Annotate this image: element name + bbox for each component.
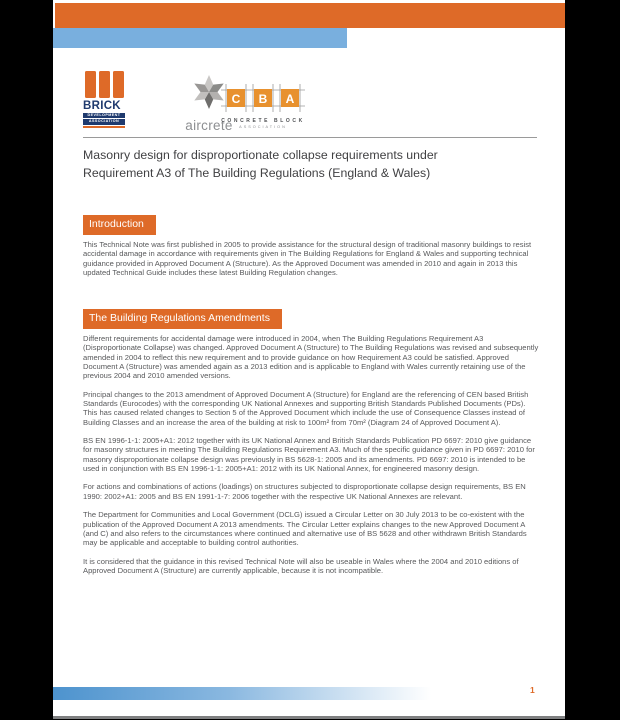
cba-letter-b: B bbox=[258, 92, 268, 106]
paragraph: Different requirements for accidental damage were introduced in 2004, when The Building Regulations Requirement A3 (Disproportionate Collapse) was changed. Approved Document A (Structure) to The Building Regulations was revised and subsequently amended in 2004 to reflect this new requirement and to provide guidance on how Requirement A3 could be satisfied. Approved Document A (Structure) was amended again as a 2013 edition and is applicable to England with Wales currently retaining use of the previous 2004 and 2010 amended versions. bbox=[83, 334, 539, 381]
cba-logo-line1: CONCRETE BLOCK bbox=[221, 118, 305, 124]
cba-letter-c: C bbox=[231, 92, 241, 106]
paragraph: The Department for Communities and Local Government (DCLG) issued a Circular Letter on 30 July 2013 to be co-existent with the publication of the Approved Document A 2013 amendments. The Circular Letter explains changes to the new Approved Document A (and C) and also refers to the circumstances where continued and alternative use of BS 5628 and other withdrawn British Standards may be applicable and acceptable to building control authorities. bbox=[83, 510, 527, 548]
paragraph: This Technical Note was first published in 2005 to provide assistance for the structural design of traditional masonry buildings to resist accidental damage in accordance with requirements given in The Building Regulations for England & Wales and supporting technical guidance provided in Approved Document A (Structure). As the Approved Document was amended in 2010 and again in 2013 this updated Technical Guide includes these latest Building Regulation changes. bbox=[83, 240, 532, 278]
paragraph: For actions and combinations of actions (loadings) on structures subjected to disproportionate collapse design requirements, BS EN 1990: 2002+A1: 2005 and BS EN 1991-1-7: 2006 together with the respective UK National Annexes are relevant. bbox=[83, 482, 526, 501]
document-title: Masonry design for disproportionate collapse requirements under Requirement A3 of The Building Regulations (England & Wales) bbox=[83, 148, 438, 180]
brick-logo-line2: ASSOCIATION bbox=[83, 119, 125, 125]
aircrete-logo-name: aircrete bbox=[185, 118, 233, 133]
page-number: 1 bbox=[530, 685, 535, 695]
concrete-block-association-logo bbox=[213, 84, 313, 129]
cba-grid-icon bbox=[221, 84, 305, 112]
brick-bars-icon bbox=[85, 71, 124, 98]
section-heading-introduction: Introduction bbox=[83, 215, 156, 235]
cba-logo-line2: ASSOCIATION bbox=[239, 125, 287, 129]
header-blue-band bbox=[53, 28, 347, 48]
brick-development-association-logo bbox=[83, 71, 125, 128]
cba-letter-a: A bbox=[285, 92, 295, 106]
document-page bbox=[53, 0, 565, 716]
header-divider bbox=[83, 137, 537, 138]
section-heading-amendments: The Building Regulations Amendments bbox=[83, 309, 282, 329]
brick-logo-line1: DEVELOPMENT bbox=[83, 113, 125, 119]
amendments-body bbox=[83, 334, 540, 584]
brick-logo-underline bbox=[83, 126, 125, 128]
header-orange-band bbox=[55, 3, 565, 28]
page-bottom-edge bbox=[53, 716, 565, 719]
introduction-body bbox=[83, 240, 540, 286]
paragraph: BS EN 1996-1-1: 2005+A1: 2012 together with its UK National Annex and British Standards Publication PD 6697: 2010 give guidance for masonry structures in meeting The Building Regulations Requirement A3. Much of the specific guidance given in PD 6697: 2010 for masonry disproportionate collapse design was previously in BS 5628-1: 2005 and its amendments. PD 6697: 2010 is intended to be used in conjunction with BS EN 1996-1-1: 2005+A1: 2012 with its UK National Annex, for engineered masonry design. bbox=[83, 436, 535, 474]
paragraph: It is considered that the guidance in this revised Technical Note will also be useable in Wales where the 2004 and 2010 editions of Approved Document A (Structure) are currently applicable, because it is not incompatible. bbox=[83, 556, 519, 575]
brick-logo-name: BRICK bbox=[83, 100, 121, 112]
paragraph: Principal changes to the 2013 amendment of Approved Document A (Structure) for England are the referencing of CEN based British Standards (Eurocodes) with the corresponding UK National Annexes and supporting British Standards Published Documents (PDs). This has caused related changes to Section 5 of the Approved Document which include the use of Consequence Classes instead of Building Classes and an increase the area of the building at risk to 100m² from 70m² (Diagram 24 of Approved Document A). bbox=[83, 389, 529, 427]
footer-gradient-band bbox=[53, 687, 443, 700]
